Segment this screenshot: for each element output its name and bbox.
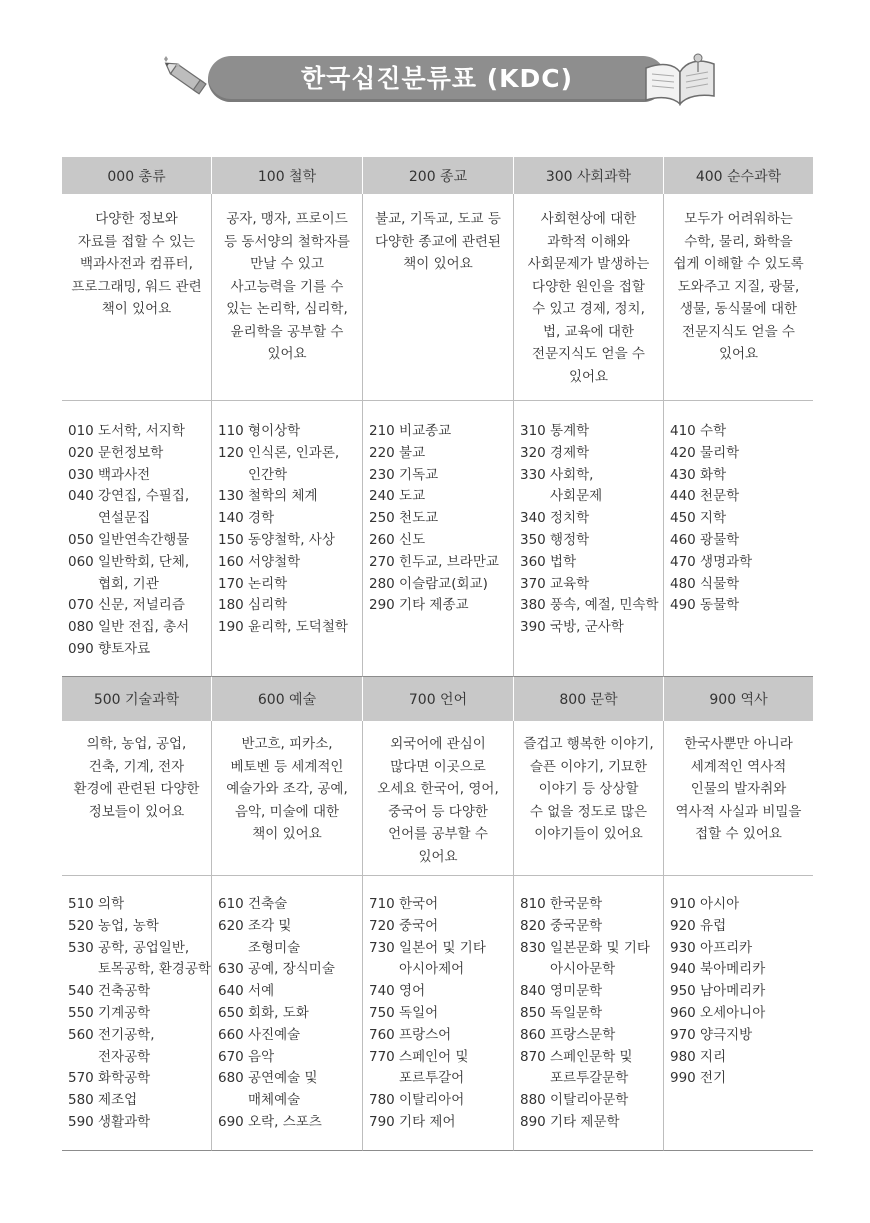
class-description-100: 공자, 맹자, 프로이드 등 동서양의 철학자를 만날 수 있고 사고능력을 기를 수 있는 논리학, 심리학, 윤리학을 공부할 수 있어요 bbox=[212, 194, 363, 401]
subclass-item: 370 교육학 bbox=[520, 575, 590, 592]
subclass-item: 060 일반학회, 단체, bbox=[68, 553, 190, 570]
subclass-item: 160 서양철학 bbox=[218, 553, 301, 570]
subclass-item: 790 기타 제어 bbox=[369, 1113, 456, 1130]
subclass-item: 110 형이상학 bbox=[218, 423, 301, 439]
class-header-500: 500 기술과학 bbox=[62, 677, 212, 721]
subclass-item: 580 제조업 bbox=[68, 1092, 138, 1109]
class-header-700: 700 언어 bbox=[363, 677, 514, 721]
subclass-item: 930 아프리카 bbox=[670, 939, 753, 956]
subclass-item: 840 영미문학 bbox=[520, 983, 603, 1000]
subclass-item: 520 농업, 농학 bbox=[68, 917, 159, 934]
subclass-item: 협회, 기관 bbox=[98, 575, 159, 592]
subclass-item: 430 화학 bbox=[670, 466, 727, 483]
class-header-400: 400 순수과학 bbox=[664, 157, 813, 194]
subclass-item: 690 오락, 스포츠 bbox=[218, 1113, 322, 1130]
subclass-item: 020 문헌정보학 bbox=[68, 444, 164, 461]
subclass-item: 910 아시아 bbox=[670, 896, 740, 912]
subclass-item: 매체예술 bbox=[248, 1092, 301, 1109]
subclass-item: 380 풍속, 예절, 민속학 bbox=[520, 597, 659, 614]
subclass-item: 190 윤리학, 도덕철학 bbox=[218, 619, 348, 636]
subclass-list-500 bbox=[62, 876, 212, 1151]
class-header-000: 000 총류 bbox=[62, 157, 212, 194]
subclass-item: 610 건축술 bbox=[218, 896, 288, 912]
subclass-item: 010 도서학, 서지학 bbox=[68, 423, 185, 439]
subclass-item: 350 행정학 bbox=[520, 531, 590, 548]
subclass-item: 아시아문학 bbox=[550, 961, 616, 978]
subclass-item: 360 법학 bbox=[520, 553, 577, 570]
subclass-item: 전자공학 bbox=[98, 1048, 151, 1065]
subclass-item: 250 천도교 bbox=[369, 510, 439, 527]
subclass-item: 320 경제학 bbox=[520, 444, 590, 461]
subclass-item: 890 기타 제문학 bbox=[520, 1113, 620, 1130]
subclass-item: 820 중국문학 bbox=[520, 917, 603, 934]
subclass-item: 650 회화, 도화 bbox=[218, 1004, 309, 1021]
subclass-list-000 bbox=[62, 401, 212, 677]
subclass-item: 070 신문, 저널리즘 bbox=[68, 597, 185, 614]
subclass-item: 480 식물학 bbox=[670, 575, 740, 592]
class-header-600: 600 예술 bbox=[212, 677, 363, 721]
subclass-item: 410 수학 bbox=[670, 423, 727, 439]
class-description-300: 사회현상에 대한 과학적 이해와 사회문제가 발생하는 다양한 원인을 접할 수 있고 경제, 정치, 법, 교육에 대한 전문지식도 얻을 수 있어요 bbox=[514, 194, 664, 401]
kdc-table-section-1 bbox=[62, 157, 813, 677]
subclass-item: 830 일본문화 및 기타 bbox=[520, 939, 650, 956]
subclass-item: 390 국방, 군사학 bbox=[520, 619, 624, 636]
subclass-item: 080 일반 전집, 총서 bbox=[68, 619, 190, 636]
subclass-item: 470 생명과학 bbox=[670, 553, 753, 570]
subclass-item: 210 비교종교 bbox=[369, 423, 452, 439]
subclass-item: 220 불교 bbox=[369, 444, 426, 461]
subclass-item: 230 기독교 bbox=[369, 466, 439, 483]
subclass-item: 150 동양철학, 사상 bbox=[218, 531, 335, 548]
subclass-item: 조형미술 bbox=[248, 939, 301, 956]
subclass-item: 550 기계공학 bbox=[68, 1004, 151, 1021]
subclass-item: 인간학 bbox=[248, 466, 288, 483]
subclass-item: 870 스페인문학 및 bbox=[520, 1048, 633, 1065]
subclass-item: 포르투갈문학 bbox=[550, 1070, 629, 1087]
class-description-500: 의학, 농업, 공업, 건축, 기계, 전자 환경에 관련된 다양한 정보들이 있어요 bbox=[62, 721, 212, 876]
subclass-item: 050 일반연속간행물 bbox=[68, 531, 190, 548]
subclass-item: 880 이탈리아문학 bbox=[520, 1092, 629, 1109]
subclass-item: 180 심리학 bbox=[218, 597, 288, 614]
subclass-item: 120 인식론, 인과론, bbox=[218, 444, 340, 461]
subclass-item: 590 생활과학 bbox=[68, 1113, 151, 1130]
subclass-item: 850 독일문학 bbox=[520, 1004, 603, 1021]
subclass-item: 270 힌두교, 브라만교 bbox=[369, 553, 499, 570]
subclass-item: 포르투갈어 bbox=[399, 1070, 465, 1087]
subclass-item: 530 공학, 공업일반, bbox=[68, 939, 190, 956]
class-header-200: 200 종교 bbox=[363, 157, 514, 194]
subclass-item: 940 북아메리카 bbox=[670, 961, 766, 978]
open-book-icon bbox=[640, 50, 720, 108]
kdc-table-section-2 bbox=[62, 677, 813, 1151]
subclass-item: 연설문집 bbox=[98, 510, 151, 527]
subclass-item: 510 의학 bbox=[68, 896, 125, 912]
subclass-item: 750 독일어 bbox=[369, 1004, 439, 1021]
subclass-item: 740 영어 bbox=[369, 983, 426, 1000]
subclass-item: 920 유럽 bbox=[670, 917, 727, 934]
subclass-list-100 bbox=[212, 401, 363, 677]
class-description-000: 다양한 정보와 자료를 접할 수 있는 백과사전과 컴퓨터, 프로그래밍, 워드 관련 책이 있어요 bbox=[62, 194, 212, 401]
subclass-item: 680 공연예술 및 bbox=[218, 1070, 318, 1087]
subclass-item: 710 한국어 bbox=[369, 896, 439, 912]
subclass-item: 540 건축공학 bbox=[68, 983, 151, 1000]
title-banner bbox=[208, 56, 666, 102]
class-description-700: 외국어에 관심이 많다면 이곳으로 오세요 한국어, 영어, 중국어 등 다양한 언어를 공부할 수 있어요 bbox=[363, 721, 514, 876]
subclass-item: 980 지리 bbox=[670, 1048, 727, 1065]
subclass-item: 670 음악 bbox=[218, 1048, 275, 1065]
subclass-list-300 bbox=[514, 401, 664, 677]
class-description-600: 반고흐, 피카소, 베토벤 등 세계적인 예술가와 조각, 공예, 음악, 미술에 대한 책이 있어요 bbox=[212, 721, 363, 876]
subclass-item: 640 서예 bbox=[218, 983, 275, 1000]
subclass-item: 450 지학 bbox=[670, 510, 727, 527]
subclass-item: 090 향토자료 bbox=[68, 640, 151, 657]
class-header-300: 300 사회과학 bbox=[514, 157, 664, 194]
subclass-item: 040 강연집, 수필집, bbox=[68, 488, 190, 505]
class-header-900: 900 역사 bbox=[664, 677, 813, 721]
subclass-item: 950 남아메리카 bbox=[670, 983, 766, 1000]
subclass-item: 490 동물학 bbox=[670, 597, 740, 614]
subclass-item: 570 화학공학 bbox=[68, 1070, 151, 1087]
class-header-100: 100 철학 bbox=[212, 157, 363, 194]
subclass-item: 810 한국문학 bbox=[520, 896, 603, 912]
page-title: 한국십진분류표 (KDC) bbox=[300, 64, 574, 93]
subclass-item: 130 철학의 체계 bbox=[218, 488, 318, 505]
subclass-list-700 bbox=[363, 876, 514, 1151]
subclass-item: 960 오세아니아 bbox=[670, 1004, 766, 1021]
subclass-item: 340 정치학 bbox=[520, 510, 590, 527]
subclass-item: 630 공예, 장식미술 bbox=[218, 961, 335, 978]
subclass-item: 260 신도 bbox=[369, 531, 426, 548]
subclass-item: 460 광물학 bbox=[670, 531, 740, 548]
subclass-item: 310 통계학 bbox=[520, 423, 590, 439]
subclass-item: 860 프랑스문학 bbox=[520, 1026, 616, 1043]
subclass-list-600 bbox=[212, 876, 363, 1151]
subclass-item: 아시아제어 bbox=[399, 961, 465, 978]
class-description-800: 즐겁고 행복한 이야기, 슬픈 이야기, 기묘한 이야기 등 상상할 수 없을 정도로 많은 이야기들이 있어요 bbox=[514, 721, 664, 876]
subclass-item: 420 물리학 bbox=[670, 444, 740, 461]
subclass-item: 사회문제 bbox=[550, 488, 603, 505]
subclass-item: 440 천문학 bbox=[670, 488, 740, 505]
subclass-item: 140 경학 bbox=[218, 510, 275, 527]
subclass-item: 290 기타 제종교 bbox=[369, 597, 469, 614]
subclass-item: 780 이탈리아어 bbox=[369, 1092, 465, 1109]
subclass-item: 730 일본어 및 기타 bbox=[369, 939, 486, 956]
subclass-item: 760 프랑스어 bbox=[369, 1026, 452, 1043]
subclass-item: 620 조각 및 bbox=[218, 917, 292, 934]
subclass-item: 030 백과사전 bbox=[68, 466, 151, 483]
subclass-list-800 bbox=[514, 876, 664, 1151]
subclass-item: 토목공학, 환경공학 bbox=[98, 961, 211, 978]
subclass-item: 170 논리학 bbox=[218, 575, 288, 592]
subclass-item: 720 중국어 bbox=[369, 917, 439, 934]
class-description-200: 불교, 기독교, 도교 등 다양한 종교에 관련된 책이 있어요 bbox=[363, 194, 514, 401]
subclass-item: 990 전기 bbox=[670, 1070, 727, 1087]
subclass-list-400 bbox=[664, 401, 813, 677]
subclass-item: 970 양극지방 bbox=[670, 1026, 753, 1043]
subclass-item: 240 도교 bbox=[369, 488, 426, 505]
class-header-800: 800 문학 bbox=[514, 677, 664, 721]
subclass-item: 280 이슬람교(회교) bbox=[369, 575, 488, 592]
subclass-item: 770 스페인어 및 bbox=[369, 1048, 469, 1065]
class-description-400: 모두가 어려워하는 수학, 물리, 화학을 쉽게 이해할 수 있도록 도와주고 지질, 광물, 생물, 동식물에 대한 전문지식도 얻을 수 있어요 bbox=[664, 194, 813, 401]
subclass-list-200 bbox=[363, 401, 514, 677]
class-description-900: 한국사뿐만 아니라 세계적인 역사적 인물의 발자취와 역사적 사실과 비밀을 접할 수 있어요 bbox=[664, 721, 813, 876]
subclass-item: 330 사회학, bbox=[520, 466, 594, 483]
subclass-item: 660 사진예술 bbox=[218, 1026, 301, 1043]
subclass-item: 560 전기공학, bbox=[68, 1026, 155, 1043]
subclass-list-900 bbox=[664, 876, 813, 1151]
